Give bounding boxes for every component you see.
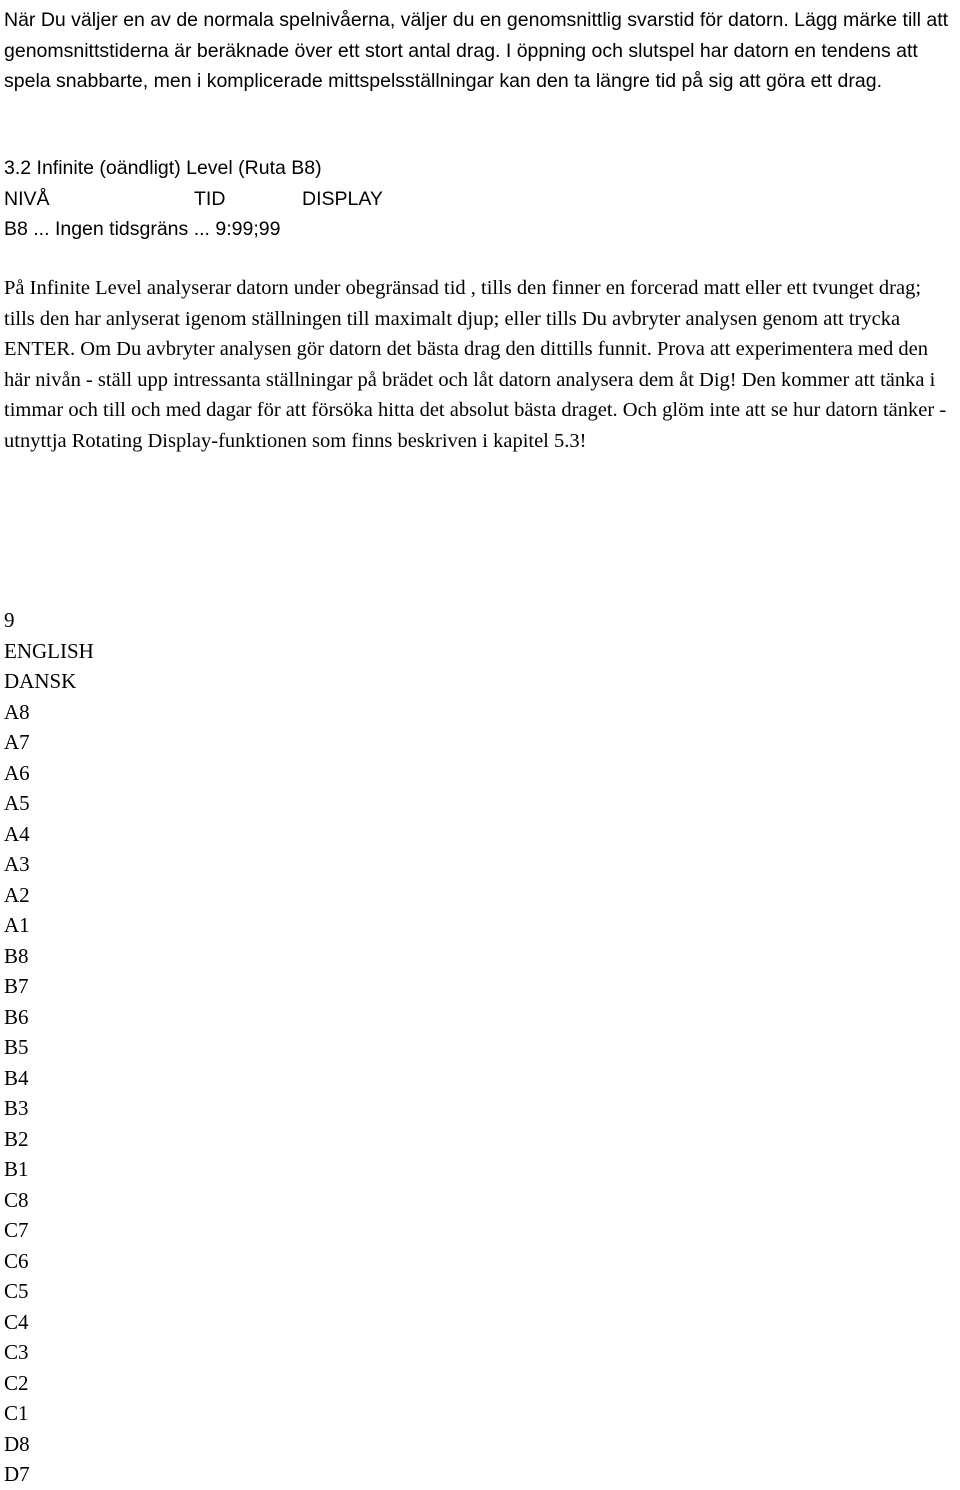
list-item: B8 <box>4 943 29 968</box>
list-item: B6 <box>4 1004 29 1029</box>
label-list <box>4 605 94 1490</box>
list-item: A1 <box>4 913 30 937</box>
list-item: C2 <box>4 1370 29 1395</box>
list-item: B7 <box>4 974 29 998</box>
list-item: C4 <box>4 1309 29 1334</box>
list-item: A7 <box>4 730 30 754</box>
list-item: ENGLISH <box>4 638 94 663</box>
list-item: 9 <box>4 608 15 632</box>
list-item: C1 <box>4 1401 29 1425</box>
column-header-row <box>4 184 956 215</box>
column-header-niva: NIVÅ <box>4 187 50 210</box>
list-item: B4 <box>4 1065 29 1090</box>
list-item: C6 <box>4 1248 29 1273</box>
list-item: C7 <box>4 1218 29 1242</box>
section-heading: 3.2 Infinite (oändligt) Level (Ruta B8) <box>4 157 322 179</box>
list-item: A3 <box>4 852 30 876</box>
list-item: B5 <box>4 1035 29 1059</box>
infinite-level-section <box>4 153 956 245</box>
column-header-display: DISPLAY <box>302 187 383 210</box>
list-item: C5 <box>4 1279 29 1303</box>
body-paragraph: På Infinite Level analyserar datorn under obegränsad tid , tills den finner en forcerad matt eller ett tvunget drag; tills den har anlyserat igenom ställningen till maximalt djup; eller tills Du avbryter analysen genom att trycka ENTER. Om Du avbryter analysen gör datorn det bästa drag den dittills funnit. Prova att experimentera med den här nivån - ställ upp intressanta ställningar på brädet och låt datorn analysera dem åt Dig! Den kommer att tänka i timmar och till och med dagar för att försöka hitta det absolut bästa draget. Och glöm inte att se hur datorn tänker - utnyttja Rotating Display-funktionen som finns beskriven i kapitel 5.3! <box>4 277 947 452</box>
list-item: A5 <box>4 791 30 815</box>
list-item: A2 <box>4 882 30 907</box>
list-item: C3 <box>4 1340 29 1364</box>
list-item: DANSK <box>4 669 77 693</box>
list-item: C8 <box>4 1187 29 1212</box>
list-item: A6 <box>4 760 30 785</box>
list-item: D8 <box>4 1431 30 1456</box>
list-item: A4 <box>4 821 30 846</box>
column-header-tid: TID <box>194 187 226 210</box>
list-item: B2 <box>4 1126 29 1151</box>
level-row-b8: B8 ... Ingen tidsgräns ... 9:99;99 <box>4 218 281 240</box>
list-item: B1 <box>4 1157 29 1181</box>
list-item: D7 <box>4 1462 30 1486</box>
intro-paragraph: När Du väljer en av de normala spelnivåerna, väljer du en genomsnittlig svarstid för datorn. Lägg märke till att genomsnittstiderna är beräknade över ett stort antal drag. I öppning och slutspel har datorn en tendens att spela snabbarte, men i komplicerade mittspelsställningar kan den ta längre tid på sig att göra ett drag. <box>4 9 949 92</box>
list-item: B3 <box>4 1096 29 1120</box>
list-item: A8 <box>4 699 30 724</box>
